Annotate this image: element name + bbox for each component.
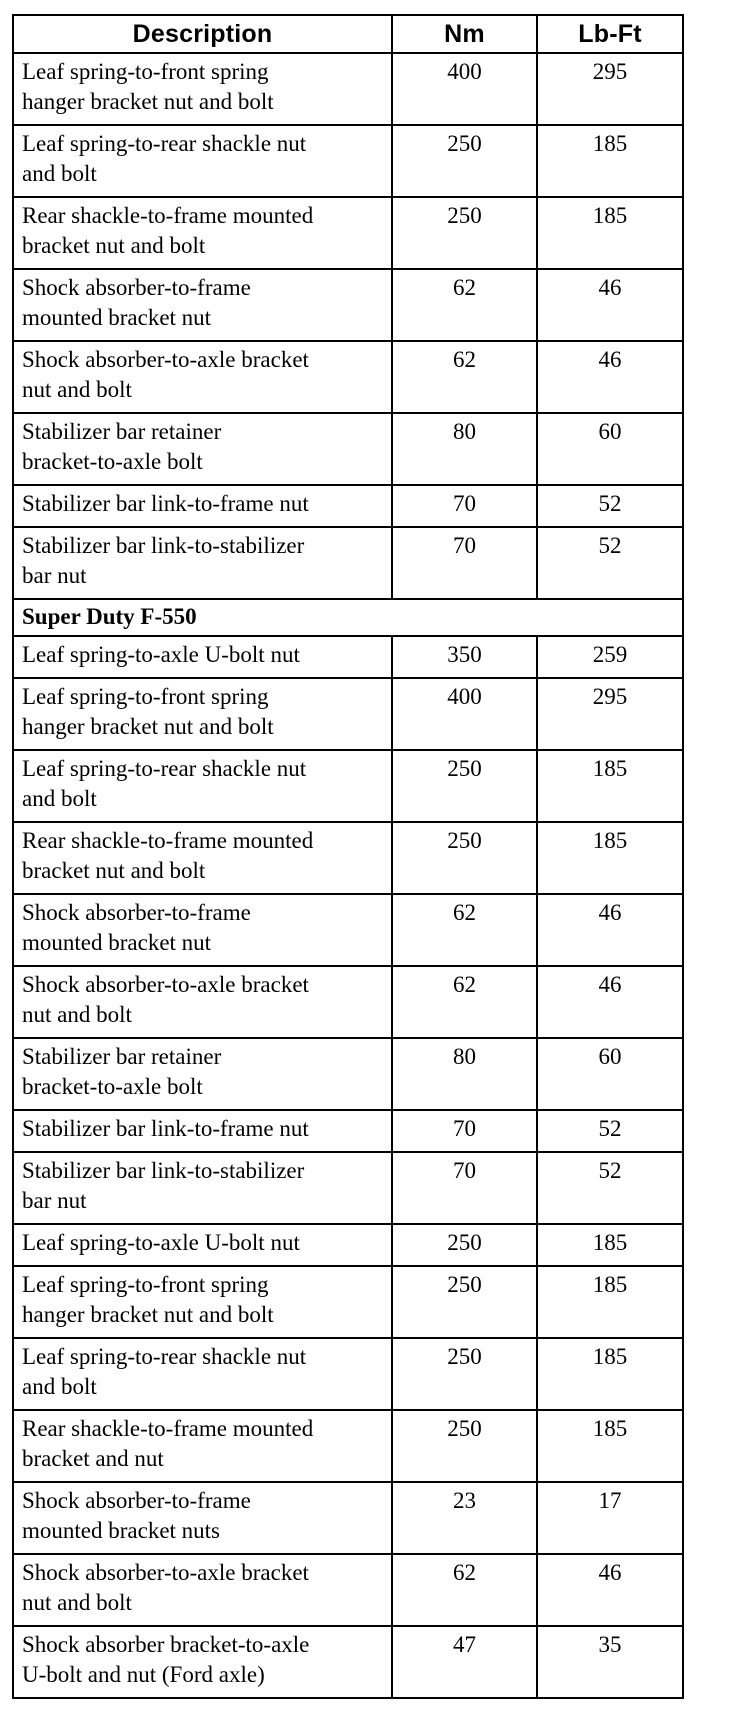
header-description: Description [13,15,392,53]
description-cell [13,966,392,1038]
description-line: mounted bracket nut [22,305,212,330]
description-line: Stabilizer bar retainer [22,419,222,444]
description-cell [13,678,392,750]
description-line: bar nut [22,563,87,588]
description-cell [13,269,392,341]
lbft-cell: 259 [537,636,683,678]
description-line: Shock absorber-to-frame [22,1488,251,1513]
description-cell [13,1554,392,1626]
description-line: Stabilizer bar link-to-frame nut [22,491,309,516]
nm-cell: 70 [392,1152,537,1224]
description-line: Rear shackle-to-frame mounted [22,1416,314,1441]
nm-cell: 62 [392,1554,537,1626]
lbft-cell: 60 [537,413,683,485]
lbft-cell: 52 [537,1152,683,1224]
description-line: Rear shackle-to-frame mounted [22,828,314,853]
lbft-cell: 52 [537,527,683,599]
nm-cell: 250 [392,1266,537,1338]
table-row [13,822,683,894]
description-cell [13,1266,392,1338]
lbft-cell: 295 [537,678,683,750]
description-cell [13,1152,392,1224]
nm-cell: 70 [392,527,537,599]
nm-cell: 62 [392,269,537,341]
lbft-cell: 46 [537,341,683,413]
lbft-cell: 185 [537,1224,683,1266]
description-line: Stabilizer bar link-to-stabilizer [22,1158,305,1183]
table-row [13,269,683,341]
description-cell [13,485,392,527]
description-line: mounted bracket nuts [22,1518,221,1543]
table-row [13,1482,683,1554]
description-cell [13,527,392,599]
table-row [13,1038,683,1110]
table-row [13,1554,683,1626]
description-line: and bolt [22,1374,97,1399]
table-row [13,527,683,599]
description-cell [13,1482,392,1554]
lbft-cell: 185 [537,750,683,822]
table-row [13,636,683,678]
table-row [13,125,683,197]
description-cell [13,413,392,485]
description-cell [13,1038,392,1110]
nm-cell: 250 [392,1224,537,1266]
nm-cell: 250 [392,750,537,822]
lbft-cell: 46 [537,966,683,1038]
description-line: and bolt [22,161,97,186]
nm-cell: 400 [392,53,537,125]
lbft-cell: 17 [537,1482,683,1554]
nm-cell: 80 [392,1038,537,1110]
nm-cell: 250 [392,1410,537,1482]
table-row [13,53,683,125]
description-line: Leaf spring-to-axle U-bolt nut [22,642,300,667]
description-line: Leaf spring-to-rear shackle nut [22,1344,307,1369]
table-row [13,1266,683,1338]
nm-cell: 62 [392,966,537,1038]
table-row [13,678,683,750]
lbft-cell: 185 [537,822,683,894]
description-cell [13,750,392,822]
description-line: and bolt [22,786,97,811]
description-line: Rear shackle-to-frame mounted [22,203,314,228]
description-line: nut and bolt [22,1002,132,1027]
table-row [13,485,683,527]
table-header-row [13,15,683,53]
table-row [13,1152,683,1224]
description-cell [13,1110,392,1152]
description-cell [13,1224,392,1266]
lbft-cell: 46 [537,269,683,341]
table-row [13,894,683,966]
table-row [13,750,683,822]
description-cell [13,1338,392,1410]
description-line: Leaf spring-to-front spring [22,684,269,709]
torque-spec-table [12,14,684,1699]
nm-cell: 80 [392,413,537,485]
description-cell [13,125,392,197]
description-cell [13,1626,392,1698]
section-title: Super Duty F-550 [13,599,683,636]
description-cell [13,341,392,413]
description-line: bracket nut and bolt [22,233,206,258]
lbft-cell: 185 [537,125,683,197]
lbft-cell: 295 [537,53,683,125]
lbft-cell: 185 [537,1338,683,1410]
nm-cell: 62 [392,894,537,966]
description-line: Leaf spring-to-rear shackle nut [22,131,307,156]
description-line: hanger bracket nut and bolt [22,89,274,114]
description-line: Stabilizer bar link-to-stabilizer [22,533,305,558]
description-line: hanger bracket nut and bolt [22,714,274,739]
description-line: bracket nut and bolt [22,858,206,883]
header-lbft: Lb-Ft [537,15,683,53]
table-row [13,1410,683,1482]
description-cell [13,1410,392,1482]
description-line: Shock absorber-to-axle bracket [22,972,309,997]
description-cell [13,197,392,269]
lbft-cell: 35 [537,1626,683,1698]
table-row [13,966,683,1038]
description-line: Shock absorber bracket-to-axle [22,1632,310,1657]
description-line: Shock absorber-to-frame [22,900,251,925]
description-line: Shock absorber-to-axle bracket [22,347,309,372]
nm-cell: 70 [392,1110,537,1152]
description-line: bar nut [22,1188,87,1213]
description-cell [13,822,392,894]
nm-cell: 47 [392,1626,537,1698]
table-row [13,413,683,485]
lbft-cell: 185 [537,197,683,269]
table-row [13,1626,683,1698]
lbft-cell: 46 [537,894,683,966]
nm-cell: 250 [392,197,537,269]
nm-cell: 350 [392,636,537,678]
description-line: bracket and nut [22,1446,164,1471]
description-line: hanger bracket nut and bolt [22,1302,274,1327]
description-line: Stabilizer bar link-to-frame nut [22,1116,309,1141]
description-line: mounted bracket nut [22,930,212,955]
lbft-cell: 46 [537,1554,683,1626]
description-line: Leaf spring-to-axle U-bolt nut [22,1230,300,1255]
description-line: Leaf spring-to-front spring [22,59,269,84]
lbft-cell: 185 [537,1410,683,1482]
description-line: Leaf spring-to-rear shackle nut [22,756,307,781]
lbft-cell: 52 [537,1110,683,1152]
nm-cell: 250 [392,125,537,197]
nm-cell: 70 [392,485,537,527]
table-row [13,1110,683,1152]
description-line: bracket-to-axle bolt [22,1074,203,1099]
description-line: Shock absorber-to-frame [22,275,251,300]
description-line: nut and bolt [22,377,132,402]
lbft-cell: 185 [537,1266,683,1338]
table-row [13,1338,683,1410]
description-line: nut and bolt [22,1590,132,1615]
nm-cell: 250 [392,822,537,894]
nm-cell: 62 [392,341,537,413]
nm-cell: 23 [392,1482,537,1554]
description-line: U-bolt and nut (Ford axle) [22,1662,265,1687]
description-line: Leaf spring-to-front spring [22,1272,269,1297]
description-cell [13,53,392,125]
nm-cell: 250 [392,1338,537,1410]
nm-cell: 400 [392,678,537,750]
table-row [13,197,683,269]
lbft-cell: 52 [537,485,683,527]
section-header-row [13,599,683,636]
table-row [13,1224,683,1266]
lbft-cell: 60 [537,1038,683,1110]
header-nm: Nm [392,15,537,53]
description-line: Shock absorber-to-axle bracket [22,1560,309,1585]
table-row [13,341,683,413]
description-line: Stabilizer bar retainer [22,1044,222,1069]
description-cell [13,636,392,678]
description-line: bracket-to-axle bolt [22,449,203,474]
description-cell [13,894,392,966]
